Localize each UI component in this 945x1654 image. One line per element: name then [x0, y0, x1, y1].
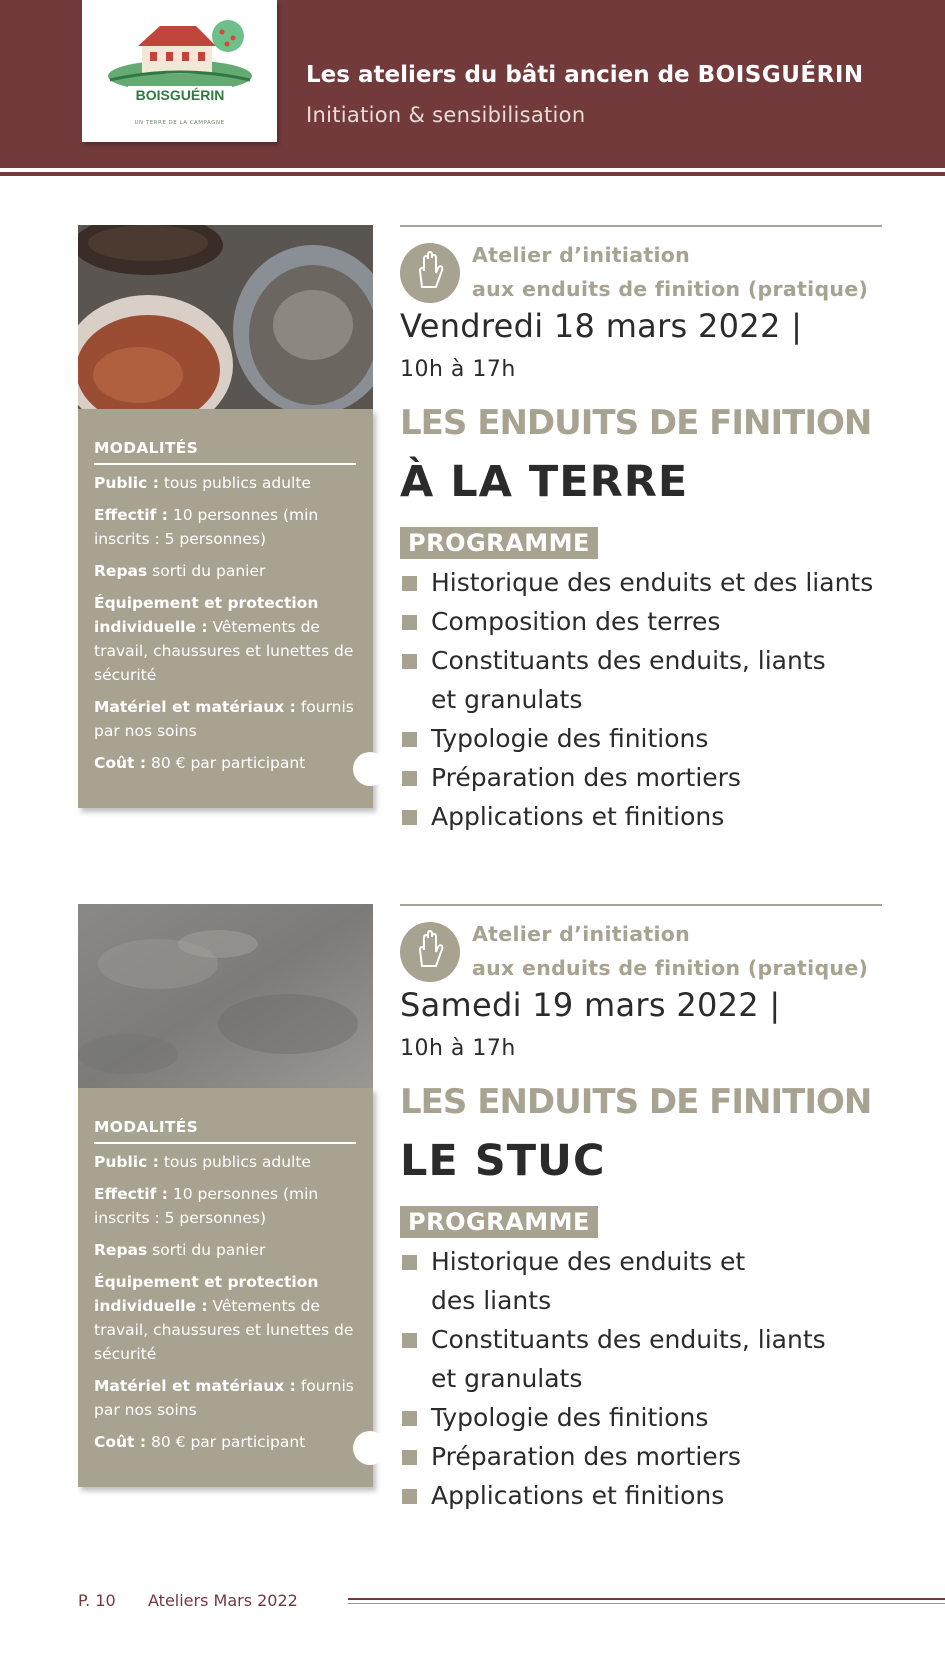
list-item: Applications et finitions	[400, 1476, 885, 1515]
footer-divider-thin	[348, 1603, 945, 1604]
workshop-subject-line1: LES ENDUITS DE FINITION	[400, 1082, 872, 1122]
modalite-materiel: Matériel et matériaux : fournis par nos soins	[94, 698, 354, 740]
logo	[82, 0, 277, 142]
page-title: Les ateliers du bâti ancien de BOISGUÉRIN	[306, 62, 864, 88]
header-divider	[0, 172, 945, 176]
modalites-divider	[94, 463, 356, 465]
square-bullet-icon	[402, 732, 417, 747]
modalites-panel	[78, 1088, 373, 1487]
square-bullet-icon	[402, 615, 417, 630]
workshop-hours: 10h à 17h	[400, 357, 516, 382]
workshop-subject-line2: À LA TERRE	[400, 457, 689, 507]
atelier-type-line1: Atelier d’initiation	[472, 243, 691, 267]
section-divider	[400, 904, 882, 906]
square-bullet-icon	[402, 654, 417, 669]
list-item: Historique des enduits et des liants	[400, 563, 885, 602]
card-notch	[353, 752, 387, 786]
page-subtitle: Initiation & sensibilisation	[306, 103, 586, 127]
programme-label: PROGRAMME	[400, 527, 598, 559]
workshop-date: Samedi 19 mars 2022 |	[400, 986, 781, 1024]
list-item: Typologie des finitions	[400, 1398, 885, 1437]
page-number: P. 10	[78, 1591, 116, 1610]
modalite-equipement: Équipement et protection individuelle : Vêtements de travail, chaussures et lunettes de sécurité	[94, 1273, 354, 1363]
modalites-title: MODALITÉS	[94, 1118, 199, 1136]
programme-list	[400, 1242, 885, 1515]
list-item: Historique des enduits et	[400, 1242, 885, 1281]
modalite-public: Public : tous publics adulte	[94, 474, 311, 492]
modalites-card	[78, 904, 373, 1521]
list-item: Typologie des finitions	[400, 719, 885, 758]
atelier-type-line2: aux enduits de finition (pratique)	[472, 956, 869, 980]
atelier-type-line1: Atelier d’initiation	[472, 922, 691, 946]
workshop-hours: 10h à 17h	[400, 1036, 516, 1061]
hand-icon	[400, 922, 460, 982]
modalites-list	[94, 1150, 364, 1462]
modalites-card	[78, 225, 373, 842]
list-item-continuation: et granulats	[431, 685, 583, 714]
hand-icon	[400, 243, 460, 303]
list-item: Applications et finitions	[400, 797, 885, 836]
workshop-1	[0, 225, 945, 845]
stucco-texture-photo	[78, 904, 373, 1088]
programme-label: PROGRAMME	[400, 1206, 598, 1238]
svg-text:BOISGUÉRIN: BOISGUÉRIN	[135, 87, 225, 103]
atelier-type-line2: aux enduits de finition (pratique)	[472, 277, 869, 301]
square-bullet-icon	[402, 771, 417, 786]
footer-title: Ateliers Mars 2022	[148, 1591, 298, 1610]
modalites-divider	[94, 1142, 356, 1144]
workshop-subject-line2: LE STUC	[400, 1136, 606, 1186]
modalite-effectif: Effectif : 10 personnes (min inscrits : 5 personnes)	[94, 506, 319, 548]
list-item: Préparation des mortiers	[400, 1437, 885, 1476]
modalite-cout: Coût : 80 € par participant	[94, 1433, 306, 1451]
modalite-materiel: Matériel et matériaux : fournis par nos soins	[94, 1377, 354, 1419]
square-bullet-icon	[402, 1411, 417, 1426]
section-divider	[400, 225, 882, 227]
modalite-effectif: Effectif : 10 personnes (min inscrits : 5 personnes)	[94, 1185, 319, 1227]
workshop-date: Vendredi 18 mars 2022 |	[400, 307, 803, 345]
list-item: Constituants des enduits, liants	[400, 641, 885, 680]
modalite-repas: Repas sorti du panier	[94, 1241, 266, 1259]
square-bullet-icon	[402, 576, 417, 591]
modalites-title: MODALITÉS	[94, 439, 199, 457]
square-bullet-icon	[402, 1489, 417, 1504]
list-item-continuation: des liants	[431, 1286, 552, 1315]
footer-divider	[348, 1598, 945, 1600]
logo-tagline: UN TERRE DE LA CAMPAGNE	[134, 120, 225, 126]
list-item-continuation: et granulats	[431, 1364, 583, 1393]
list-item: Constituants des enduits, liants	[400, 1320, 885, 1359]
modalite-equipement: Équipement et protection individuelle : Vêtements de travail, chaussures et lunettes de sécurité	[94, 594, 354, 684]
square-bullet-icon	[402, 1255, 417, 1270]
modalites-panel	[78, 409, 373, 808]
house-logo-icon	[100, 14, 260, 114]
programme-list	[400, 563, 885, 836]
modalite-cout: Coût : 80 € par participant	[94, 754, 306, 772]
modalites-list	[94, 471, 364, 783]
card-notch	[353, 1431, 387, 1465]
workshop-subject-line1: LES ENDUITS DE FINITION	[400, 403, 872, 443]
workshop-2	[0, 904, 945, 1524]
clay-buckets-photo	[78, 225, 373, 409]
list-item: Préparation des mortiers	[400, 758, 885, 797]
modalite-public: Public : tous publics adulte	[94, 1153, 311, 1171]
page-header	[0, 0, 945, 168]
square-bullet-icon	[402, 1450, 417, 1465]
square-bullet-icon	[402, 810, 417, 825]
list-item: Composition des terres	[400, 602, 885, 641]
modalite-repas: Repas sorti du panier	[94, 562, 266, 580]
square-bullet-icon	[402, 1333, 417, 1348]
